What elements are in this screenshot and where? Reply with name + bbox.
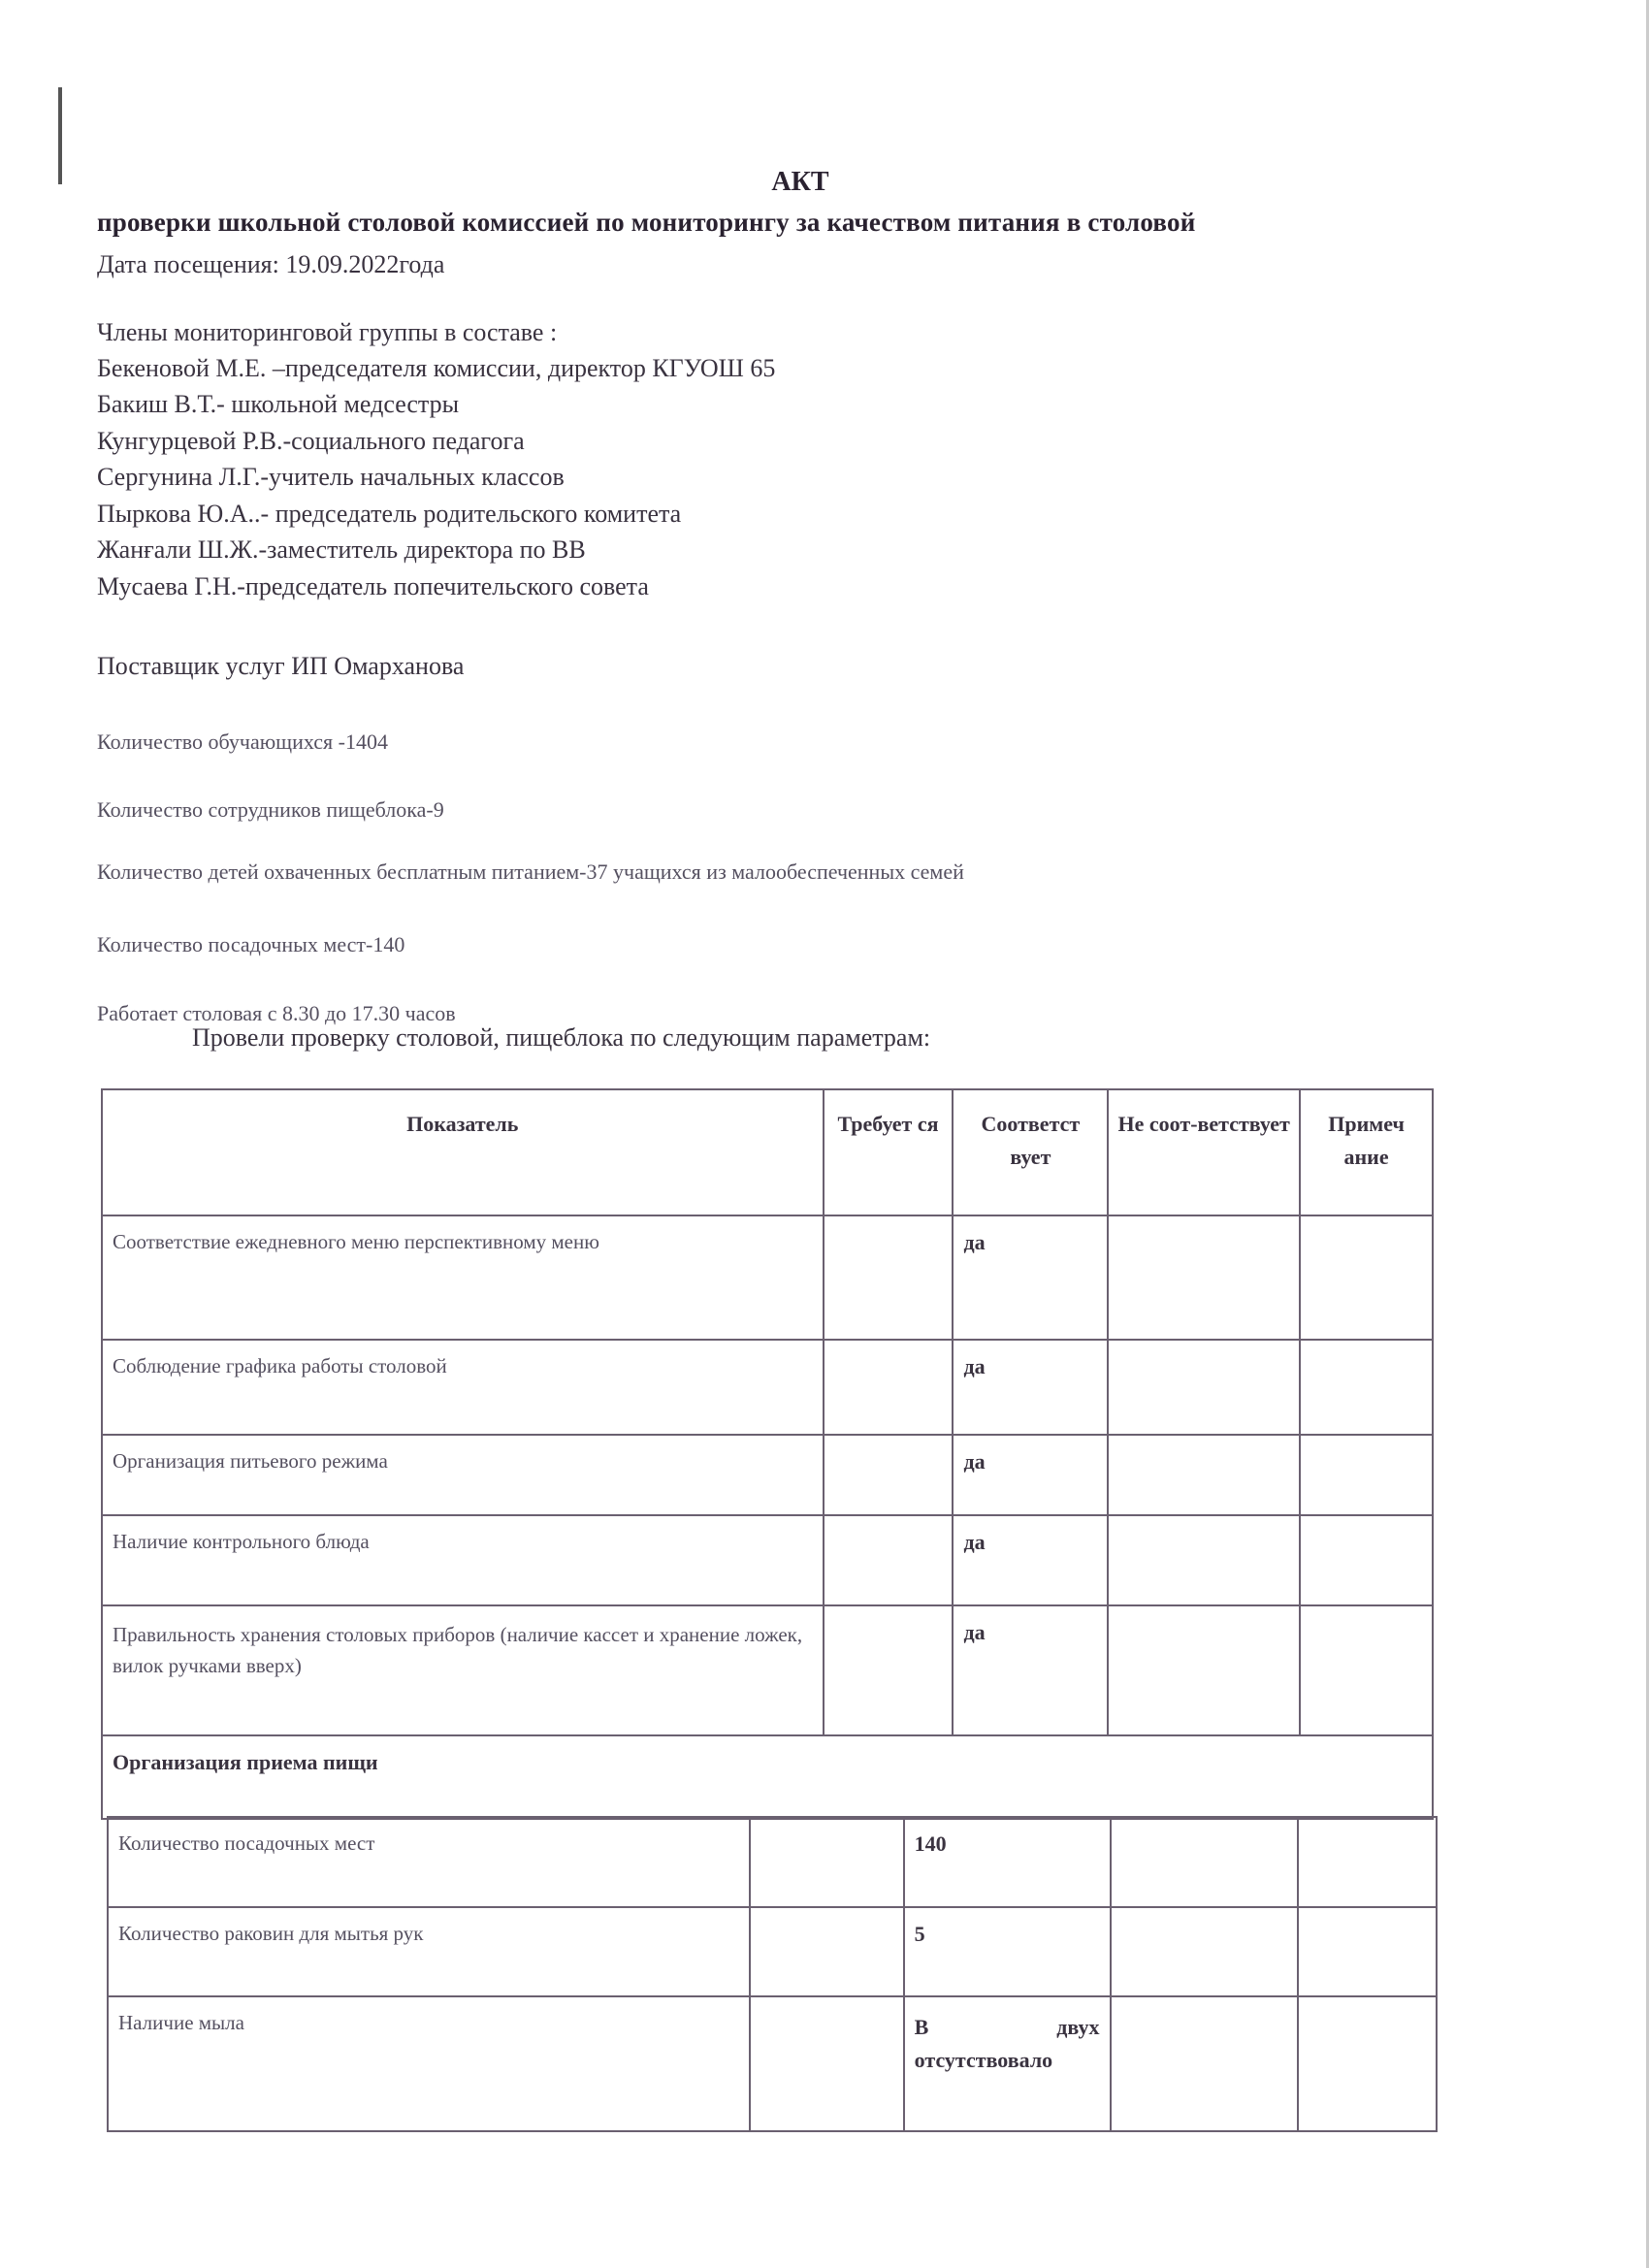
complies-cell: да [953, 1435, 1108, 1515]
header-indicator: Показатель [102, 1089, 824, 1215]
fact-students: Количество обучающихся -1404 [97, 729, 388, 754]
member-item: Бакиш В.Т.- школьной медсестры [97, 390, 460, 418]
table-row [102, 1435, 1433, 1515]
member-item: Жанғали Ш.Ж.-заместитель директора по ВВ [97, 535, 586, 564]
members-heading: Члены мониторинговой группы в составе : [97, 318, 558, 346]
member-item: Пыркова Ю.А..- председатель родительского комитета [97, 500, 682, 528]
supplier: Поставщик услуг ИП Омарханова [97, 652, 465, 680]
header-complies: Соответст вует [953, 1089, 1108, 1215]
fact-seats: Количество посадочных мест-140 [97, 932, 405, 956]
indicator-cell: Количество посадочных мест [108, 1817, 750, 1907]
fact-staff: Количество сотрудников пищеблока-9 [97, 797, 444, 822]
indicator-cell: Наличие мыла [108, 1996, 750, 2131]
table-row [102, 1515, 1433, 1605]
complies-cell: да [953, 1215, 1108, 1340]
table-row [102, 1605, 1433, 1735]
table-row [108, 1817, 1437, 1907]
member-item: Кунгурцевой Р.В.-социального педагога [97, 427, 525, 455]
indicator-cell: Организация питьевого режима [102, 1435, 824, 1515]
document-title: АКТ [771, 167, 829, 197]
complies-cell: да [953, 1340, 1108, 1435]
table-row [108, 1996, 1437, 2131]
header-note: Примеч ание [1300, 1089, 1433, 1215]
indicator-cell: Соблюдение графика работы столовой [102, 1340, 824, 1435]
value-cell: 5 [904, 1907, 1111, 1996]
fact-hours: Работает столовая с 8.30 до 17.30 часов [97, 1001, 456, 1025]
indicator-cell: Количество раковин для мытья рук [108, 1907, 750, 1996]
table-row [102, 1215, 1433, 1340]
member-item: Мусаева Г.Н.-председатель попечительского совета [97, 572, 649, 600]
meal-organization-table [107, 1816, 1438, 2132]
indicator-cell: Правильность хранения столовых приборов (наличие кассет и хранение ложек, вилок ручками вверх) [102, 1605, 824, 1735]
inspection-table [101, 1088, 1434, 1820]
member-item: Сергунина Л.Г.-учитель начальных классов [97, 463, 565, 491]
table-row [108, 1907, 1437, 1996]
indicator-cell: Соответствие ежедневного меню перспективному меню [102, 1215, 824, 1340]
member-item: Бекеновой М.Е. –председателя комиссии, директор КГУОШ 65 [97, 354, 776, 382]
indicator-cell: Наличие контрольного блюда [102, 1515, 824, 1605]
complies-cell: да [953, 1515, 1108, 1605]
header-required: Требует ся [824, 1089, 954, 1215]
fact-free-meals: Количество детей охваченных бесплатным питанием-37 учащихся из малообеспеченных семей [97, 859, 964, 884]
document-subtitle: проверки школьной столовой комиссией по мониторингу за качеством питания в столовой [97, 208, 1196, 237]
visit-date: Дата посещения: 19.09.2022года [97, 250, 445, 278]
value-cell: 140 [904, 1817, 1111, 1907]
table-row [102, 1340, 1433, 1435]
complies-cell: да [953, 1605, 1108, 1735]
intro-text: Провели проверку столовой, пищеблока по следующим параметрам: [192, 1023, 931, 1052]
header-not-complies: Не соот-ветствует [1108, 1089, 1300, 1215]
value-cell: В двух отсутствовало [904, 1996, 1111, 2131]
section-header: Организация приема пищи [102, 1735, 1433, 1819]
